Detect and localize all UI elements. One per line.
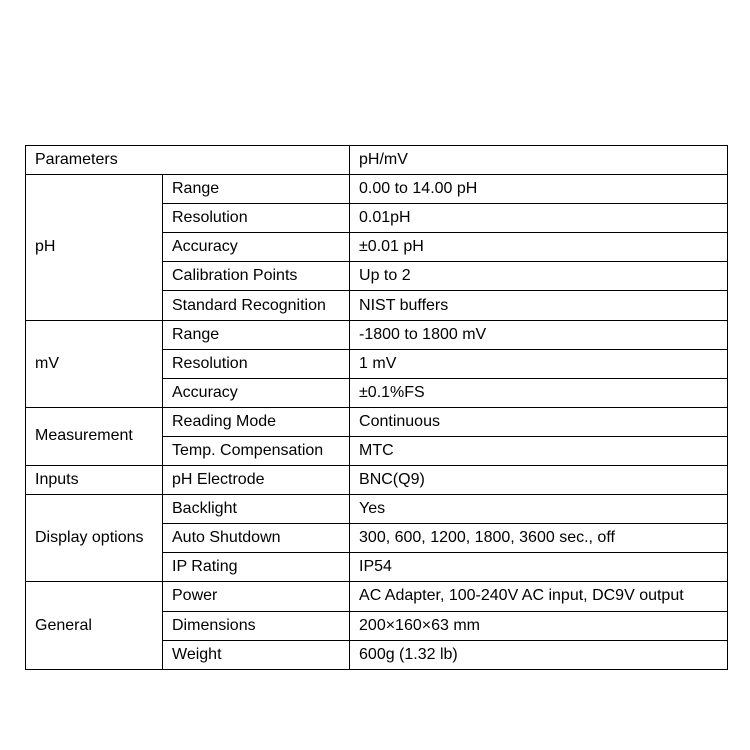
value-cell: 1 mV (350, 349, 728, 378)
header-parameters: Parameters (26, 146, 350, 175)
param-cell: Accuracy (163, 233, 350, 262)
table-row (26, 495, 728, 524)
value-cell: Yes (350, 495, 728, 524)
value-cell: 0.01pH (350, 204, 728, 233)
table-row (26, 582, 728, 611)
value-cell: MTC (350, 436, 728, 465)
value-cell: Up to 2 (350, 262, 728, 291)
header-ph-mv: pH/mV (350, 146, 728, 175)
spec-table (25, 145, 728, 670)
group-label-general: General (26, 582, 163, 669)
value-cell: AC Adapter, 100-240V AC input, DC9V output (350, 582, 728, 611)
table-row (26, 175, 728, 204)
group-label-ph: pH (26, 175, 163, 320)
param-cell: Backlight (163, 495, 350, 524)
value-cell: IP54 (350, 553, 728, 582)
value-cell: Continuous (350, 407, 728, 436)
param-cell: Weight (163, 640, 350, 669)
value-cell: NIST buffers (350, 291, 728, 320)
param-cell: Calibration Points (163, 262, 350, 291)
param-cell: Resolution (163, 204, 350, 233)
group-label-display-options: Display options (26, 495, 163, 582)
param-cell: Range (163, 175, 350, 204)
param-cell: Standard Recognition (163, 291, 350, 320)
param-cell: pH Electrode (163, 466, 350, 495)
param-cell: Reading Mode (163, 407, 350, 436)
value-cell: BNC(Q9) (350, 466, 728, 495)
param-cell: Resolution (163, 349, 350, 378)
param-cell: Dimensions (163, 611, 350, 640)
table-row (26, 407, 728, 436)
group-label-mv: mV (26, 320, 163, 407)
table-row (26, 320, 728, 349)
value-cell: 0.00 to 14.00 pH (350, 175, 728, 204)
header-row (26, 146, 728, 175)
param-cell: Auto Shutdown (163, 524, 350, 553)
param-cell: IP Rating (163, 553, 350, 582)
value-cell: ±0.1%FS (350, 378, 728, 407)
group-label-inputs: Inputs (26, 466, 163, 495)
param-cell: Temp. Compensation (163, 436, 350, 465)
value-cell: 600g (1.32 lb) (350, 640, 728, 669)
value-cell: -1800 to 1800 mV (350, 320, 728, 349)
param-cell: Range (163, 320, 350, 349)
value-cell: 200×160×63 mm (350, 611, 728, 640)
group-label-measurement: Measurement (26, 407, 163, 465)
param-cell: Accuracy (163, 378, 350, 407)
param-cell: Power (163, 582, 350, 611)
value-cell: 300, 600, 1200, 1800, 3600 sec., off (350, 524, 728, 553)
value-cell: ±0.01 pH (350, 233, 728, 262)
table-row (26, 466, 728, 495)
